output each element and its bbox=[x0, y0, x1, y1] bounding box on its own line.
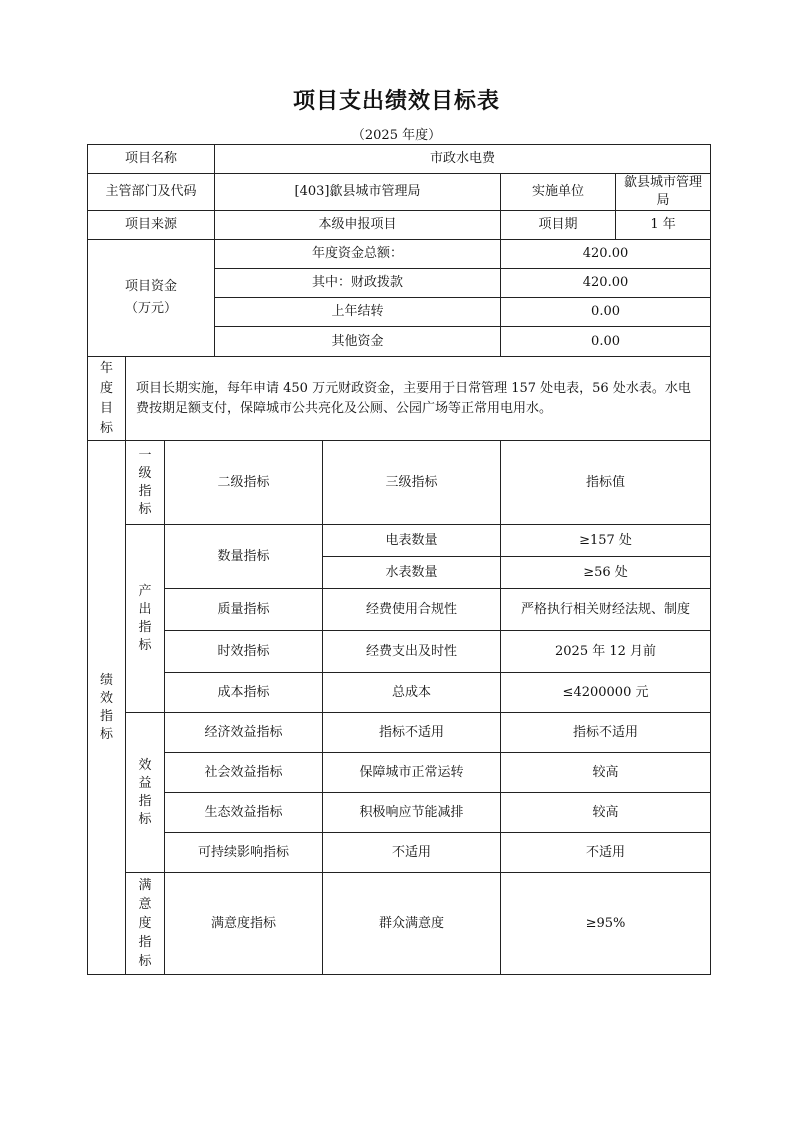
label-char: 满 bbox=[138, 878, 152, 893]
label-char: 标 bbox=[99, 726, 113, 742]
performance-table bbox=[87, 144, 711, 975]
dept-label: 主管部门及代码 bbox=[88, 174, 215, 211]
label-char: 一 bbox=[138, 447, 152, 463]
row-output-quantity-1 bbox=[88, 525, 711, 557]
value-cell: 较高 bbox=[501, 753, 711, 793]
row-benefit-social bbox=[88, 753, 711, 793]
funds-row-label: 上年结转 bbox=[215, 298, 501, 327]
label-char: 产 bbox=[138, 583, 152, 599]
value-cell: ≥95% bbox=[501, 873, 711, 975]
funds-row-label: 其他资金 bbox=[215, 327, 501, 357]
impl-unit-label: 实施单位 bbox=[501, 174, 616, 211]
row-source bbox=[88, 211, 711, 240]
l1-header bbox=[126, 441, 165, 525]
value-cell: 指标不适用 bbox=[501, 713, 711, 753]
row-satisfaction bbox=[88, 873, 711, 975]
output-label bbox=[126, 525, 165, 713]
annual-goal-text: 项目长期实施，每年申请 450 万元财政资金，主要用于日常管理 157 处电表，56 处水表。水电费按期足额支付，保障城市公共亮化及公厕、公园广场等正常用电用水。 bbox=[126, 357, 711, 441]
label-char: 指 bbox=[138, 619, 152, 635]
row-benefit-economic bbox=[88, 713, 711, 753]
label-char: 效 bbox=[138, 757, 152, 773]
l2-cell: 质量指标 bbox=[165, 589, 323, 631]
row-annual-goal bbox=[88, 357, 711, 441]
l2-cell: 社会效益指标 bbox=[165, 753, 323, 793]
perf-label bbox=[88, 441, 126, 975]
row-benefit-sustainable bbox=[88, 833, 711, 873]
label-char: 指 bbox=[99, 708, 113, 724]
label-char: 益 bbox=[138, 775, 152, 791]
label-char: 目 bbox=[99, 400, 113, 416]
l3-cell: 水表数量 bbox=[323, 557, 501, 589]
row-funds-total bbox=[88, 240, 711, 269]
funds-row-label: 年度资金总额： bbox=[215, 240, 501, 269]
label-char: 度 bbox=[138, 916, 152, 931]
value-cell: ≥157 处 bbox=[501, 525, 711, 557]
project-name-label: 项目名称 bbox=[88, 145, 215, 174]
row-department bbox=[88, 174, 711, 211]
l2-cell: 成本指标 bbox=[165, 673, 323, 713]
l2-cell: 可持续影响指标 bbox=[165, 833, 323, 873]
row-output-cost bbox=[88, 673, 711, 713]
l2-header: 二级指标 bbox=[165, 441, 323, 525]
l3-cell: 经费支出及时性 bbox=[323, 631, 501, 673]
row-project-name bbox=[88, 145, 711, 174]
impl-unit-value: 歙县城市管理局 bbox=[616, 174, 711, 211]
label-char: 绩 bbox=[99, 672, 113, 688]
label-char: 标 bbox=[138, 954, 152, 969]
l3-header: 三级指标 bbox=[323, 441, 501, 525]
source-value: 本级申报项目 bbox=[215, 211, 501, 240]
period-label: 项目期 bbox=[501, 211, 616, 240]
funds-label: 项目资金 bbox=[125, 279, 178, 294]
year-label: （2025 年度） bbox=[351, 128, 442, 143]
funds-row-value: 420.00 bbox=[501, 269, 711, 298]
l2-cell: 经济效益指标 bbox=[165, 713, 323, 753]
l2-cell: 数量指标 bbox=[165, 525, 323, 589]
row-output-quality bbox=[88, 589, 711, 631]
l3-cell: 电表数量 bbox=[323, 525, 501, 557]
label-char: 标 bbox=[99, 420, 113, 436]
row-benefit-ecological bbox=[88, 793, 711, 833]
funds-row-label: 其中：财政拨款 bbox=[215, 269, 501, 298]
label-char: 指 bbox=[138, 935, 152, 950]
l3-cell: 经费使用合规性 bbox=[323, 589, 501, 631]
label-char: 标 bbox=[138, 811, 152, 827]
value-cell: ≤4200000 元 bbox=[501, 673, 711, 713]
satisfaction-label bbox=[126, 873, 165, 975]
funds-label-cell bbox=[88, 240, 215, 357]
row-output-timeliness bbox=[88, 631, 711, 673]
value-cell: 严格执行相关财经法规、制度 bbox=[501, 589, 711, 631]
label-char: 级 bbox=[138, 465, 152, 481]
label-char: 效 bbox=[99, 690, 113, 706]
benefit-label bbox=[126, 713, 165, 873]
l3-cell: 指标不适用 bbox=[323, 713, 501, 753]
funds-row-value: 0.00 bbox=[501, 327, 711, 357]
l2-cell: 时效指标 bbox=[165, 631, 323, 673]
period-value: 1 年 bbox=[616, 211, 711, 240]
l2-cell: 生态效益指标 bbox=[165, 793, 323, 833]
l3-cell: 群众满意度 bbox=[323, 873, 501, 975]
source-label: 项目来源 bbox=[88, 211, 215, 240]
row-perf-header bbox=[88, 441, 711, 525]
value-cell: 较高 bbox=[501, 793, 711, 833]
l3-cell: 保障城市正常运转 bbox=[323, 753, 501, 793]
project-name-value: 市政水电费 bbox=[215, 145, 711, 174]
value-cell: 2025 年 12 月前 bbox=[501, 631, 711, 673]
funds-row-value: 0.00 bbox=[501, 298, 711, 327]
label-char: 年 bbox=[99, 360, 113, 376]
value-cell: ≥56 处 bbox=[501, 557, 711, 589]
label-char: 指 bbox=[138, 793, 152, 809]
label-char: 意 bbox=[138, 897, 152, 912]
annual-goal-label bbox=[88, 357, 126, 441]
value-cell: 不适用 bbox=[501, 833, 711, 873]
dept-value: [403]歙县城市管理局 bbox=[215, 174, 501, 211]
funds-unit: （万元） bbox=[125, 301, 178, 316]
value-header: 指标值 bbox=[501, 441, 711, 525]
l3-cell: 积极响应节能减排 bbox=[323, 793, 501, 833]
label-char: 标 bbox=[138, 637, 152, 653]
label-char: 度 bbox=[99, 380, 113, 396]
label-char: 出 bbox=[138, 601, 152, 617]
label-char: 指 bbox=[138, 483, 152, 499]
l3-cell: 不适用 bbox=[323, 833, 501, 873]
page-title: 项目支出绩效目标表 bbox=[292, 89, 500, 114]
funds-row-value: 420.00 bbox=[501, 240, 711, 269]
l3-cell: 总成本 bbox=[323, 673, 501, 713]
l2-cell: 满意度指标 bbox=[165, 873, 323, 975]
label-char: 标 bbox=[138, 501, 152, 517]
